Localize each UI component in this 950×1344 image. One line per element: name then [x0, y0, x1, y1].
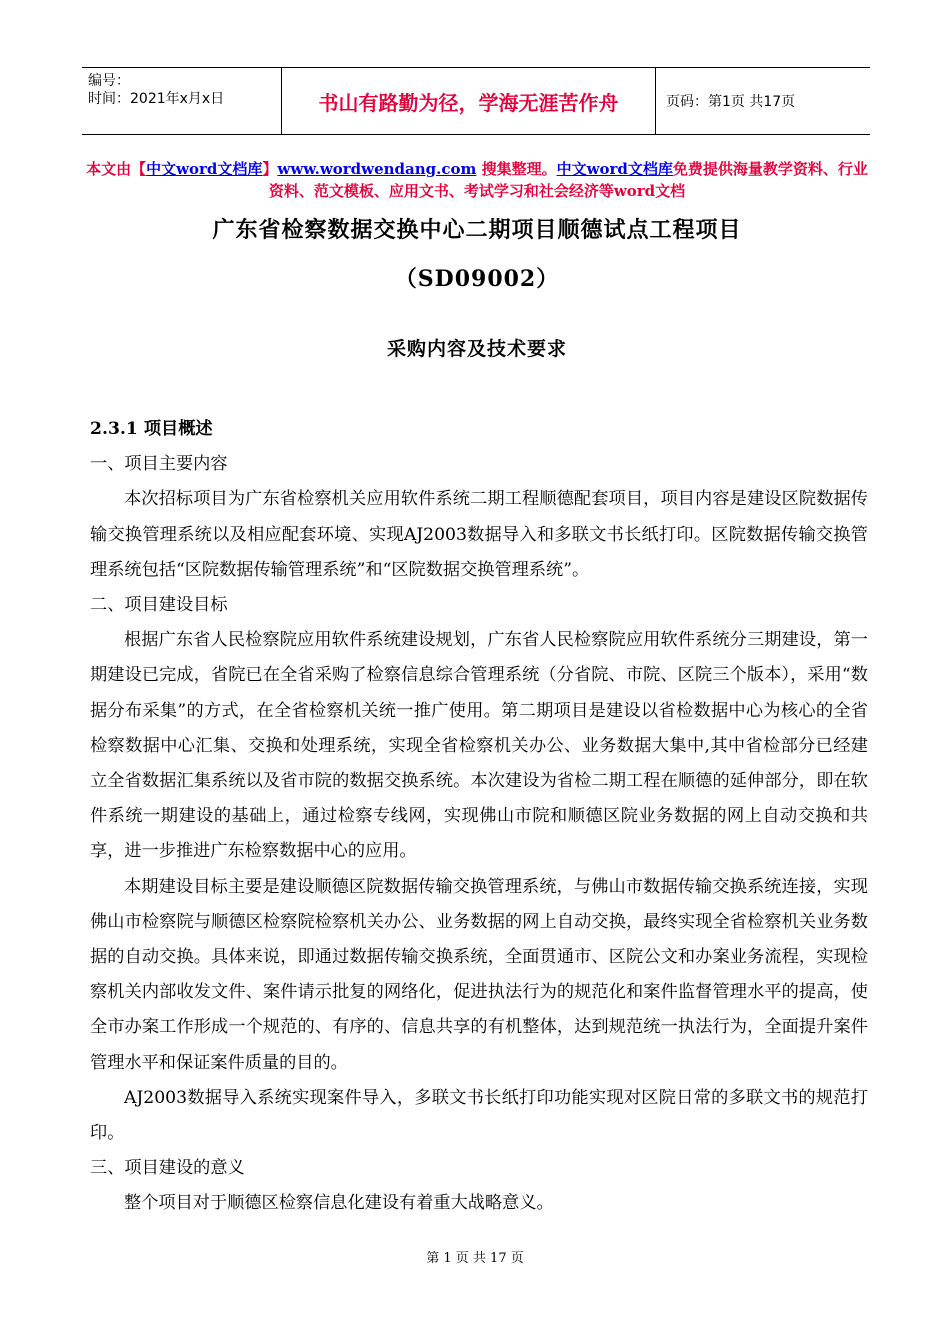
header-table	[82, 67, 870, 135]
section-heading: 2.3.1 项目概述	[90, 419, 213, 439]
notice-prefix: 本文由【	[86, 160, 147, 178]
page-footer: 第 1 页 共 17 页	[426, 1251, 524, 1266]
document-subtitle: 采购内容及技术要求	[386, 338, 567, 360]
document-body	[90, 412, 868, 1222]
paragraph-goals-1: 根据广东省人民检察院应用软件系统建设规划，广东省人民检察院应用软件系统分三期建设，第一期建设已完成，省院已在全省采购了检察信息综合管理系统（分省院、市院、区院三个版本），采用“数据分布采集”的方式，在全省检察机关统一推广使用。第二期项目是建设以省检数据中心为核心的全省检察数据中心汇集、交换和处理系统，实现全省检察机关办公、业务数据大集中,其中省检部分已经建立全省数据汇集系统以及省市院的数据交换系统。本次建设为省检二期工程在顺德的延伸部分，即在软件系统一期建设的基础上，通过检察专线网，实现佛山市院和顺德区院业务数据的网上自动交换和共享，进一步推进广东检察数据中心的应用。	[90, 630, 868, 862]
heading-goals: 二、项目建设目标	[90, 595, 228, 616]
source-notice	[82, 158, 872, 202]
paragraph-goals-2: 本期建设目标主要是建设顺德区院数据传输交换管理系统，与佛山市数据传输交换系统连接，实现佛山市检察院与顺德区检察院检察机关办公、业务数据的网上自动交换，最终实现全省检察机关业务数据的自动交换。具体来说，即通过数据传输交换系统，全面贯通市、区院公文和办案业务流程，实现检察机关内部收发文件、案件请示批复的网络化，促进执法行为的规范化和案件监督管理水平的提高，使全市办案工作形成一个规范的、有序的、信息共享的有机整体，达到规范统一执法行为，全面提升案件管理水平和保证案件质量的目的。	[90, 876, 868, 1073]
heading-significance: 三、项目建设的意义	[90, 1158, 245, 1179]
document-number-label: 编号：	[88, 73, 130, 89]
heading-main-content: 一、项目主要内容	[90, 454, 228, 475]
paragraph-goals-3: AJ2003数据导入系统实现案件导入，多联文书长纸打印功能实现对区院日常的多联文书的规范打印。	[90, 1087, 868, 1144]
header-motto: 书山有路勤为径，学海无涯苦作舟	[282, 68, 656, 134]
site-name-link[interactable]: 中文word文档库	[146, 160, 263, 178]
notice-suffix: 免费提供海量教学资料、行业资料、范文模板、应用文书、考试学习和社会经济等word文档	[268, 160, 868, 200]
notice-mid: 】	[262, 160, 278, 178]
site-url-link[interactable]: www.wordwendang.com	[277, 160, 477, 178]
paragraph-main-content: 本次招标项目为广东省检察机关应用软件系统二期工程顺德配套项目，项目内容是建设区院数据传输交换管理系统以及相应配套环境、实现AJ2003数据导入和多联文书长纸打印。区院数据传输交换管理系统包括“区院数据传输管理系统”和“区院数据交换管理系统”。	[90, 489, 868, 580]
project-code: （SD09002）	[394, 266, 560, 292]
site-name-link-2[interactable]: 中文word文档库	[556, 160, 673, 178]
header-meta	[82, 68, 282, 134]
notice-collected: 搜集整理。	[476, 160, 557, 178]
paragraph-significance: 整个项目对于顺德区检察信息化建设有着重大战略意义。	[124, 1193, 554, 1214]
document-title: 广东省检察数据交换中心二期项目顺德试点工程项目	[212, 217, 742, 243]
header-page-info: 页码：第1页 共17页	[666, 94, 796, 110]
document-time-label: 时间：2021年x月x日	[88, 91, 225, 107]
